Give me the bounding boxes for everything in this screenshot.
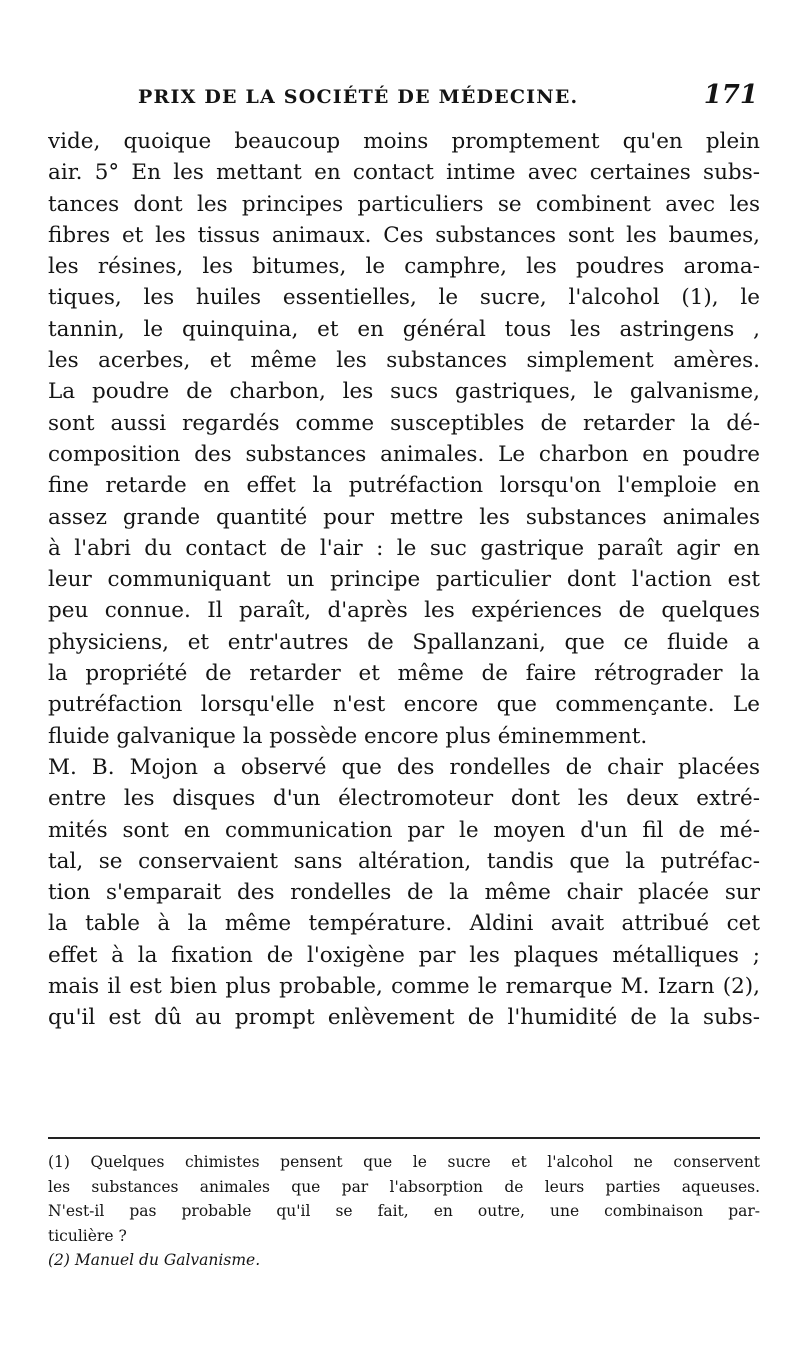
footnote-divider xyxy=(48,1137,760,1139)
text-line: fibres et les tissus animaux. Ces substances sont les baumes, xyxy=(48,222,760,248)
body-text xyxy=(48,126,760,1034)
text-line: composition des substances animales. Le charbon en poudre xyxy=(48,441,760,467)
text-line: La poudre de charbon, les sucs gastriques, le galvanisme, xyxy=(48,379,760,405)
text-line: tal, se conservaient sans altération, tandis que la putréfac- xyxy=(48,848,760,874)
text-line: tiques, les huiles essentielles, le sucre, l'alcohol (1), le xyxy=(48,285,760,311)
footnote-line: N'est-il pas probable qu'il se fait, en outre, une combinaison par- xyxy=(48,1202,760,1220)
footnote-line: ticulière ? xyxy=(48,1226,127,1245)
footnote-line: (1) Quelques chimistes pensent que le sucre et l'alcohol ne conservent xyxy=(48,1153,760,1171)
footnote-line: les substances animales que par l'absorption de leurs parties aqueuses. xyxy=(48,1177,760,1196)
text-line: fine retarde en effet la putréfaction lorsqu'on l'emploie en xyxy=(48,473,760,499)
text-line: sont aussi regardés comme susceptibles de retarder la dé- xyxy=(48,410,760,436)
text-line: peu connue. Il paraît, d'après les expériences de quelques xyxy=(48,598,760,624)
text-line: physiciens, et entr'autres de Spallanzani, que ce fluide a xyxy=(48,629,760,655)
footnotes xyxy=(48,1150,760,1273)
page-header xyxy=(48,80,758,120)
text-line: air. 5° En les mettant en contact intime avec certaines subs- xyxy=(48,160,760,186)
text-line: effet à la fixation de l'oxigène par les plaques métalliques ; xyxy=(48,942,760,968)
text-line: mités sont en communication par le moyen d'un fil de mé- xyxy=(48,817,760,843)
text-line: leur communiquant un principe particulier dont l'action est xyxy=(48,567,760,593)
text-line: assez grande quantité pour mettre les substances animales xyxy=(48,504,760,530)
text-line: la propriété de retarder et même de faire rétrograder la xyxy=(48,661,760,687)
text-line: les résines, les bitumes, le camphre, les poudres aroma- xyxy=(48,254,760,280)
text-line: vide, quoique beaucoup moins promptement qu'en plein xyxy=(48,129,760,154)
text-line: tion s'emparait des rondelles de la même chair placée sur xyxy=(48,880,760,906)
text-line: qu'il est dû au prompt enlèvement de l'humidité de la subs- xyxy=(48,1005,760,1031)
text-line: M. B. Mojon a observé que des rondelles de chair placées xyxy=(48,754,760,780)
text-line: entre les disques d'un électromoteur dont les deux extré- xyxy=(48,786,760,812)
text-line: à l'abri du contact de l'air : le suc gastrique paraît agir en xyxy=(48,535,760,561)
text-line: mais il est bien plus probable, comme le remarque M. Izarn (2), xyxy=(48,974,760,1000)
page-number: 171 xyxy=(703,80,758,110)
text-line: les acerbes, et même les substances simplement amères. xyxy=(48,348,760,374)
running-title: PRIX DE LA SOCIÉTÉ DE MÉDECINE. xyxy=(138,86,579,108)
footnote-line: (2) Manuel du Galvanisme. xyxy=(48,1251,261,1269)
text-line: la table à la même température. Aldini avait attribué cet xyxy=(48,911,760,937)
text-line: fluide galvanique la possède encore plus éminemment. xyxy=(48,723,648,749)
text-line: tances dont les principes particuliers se combinent avec les xyxy=(48,191,760,217)
text-line: putréfaction lorsqu'elle n'est encore que commençante. Le xyxy=(48,692,760,718)
text-line: tannin, le quinquina, et en général tous les astringens , xyxy=(48,316,760,342)
